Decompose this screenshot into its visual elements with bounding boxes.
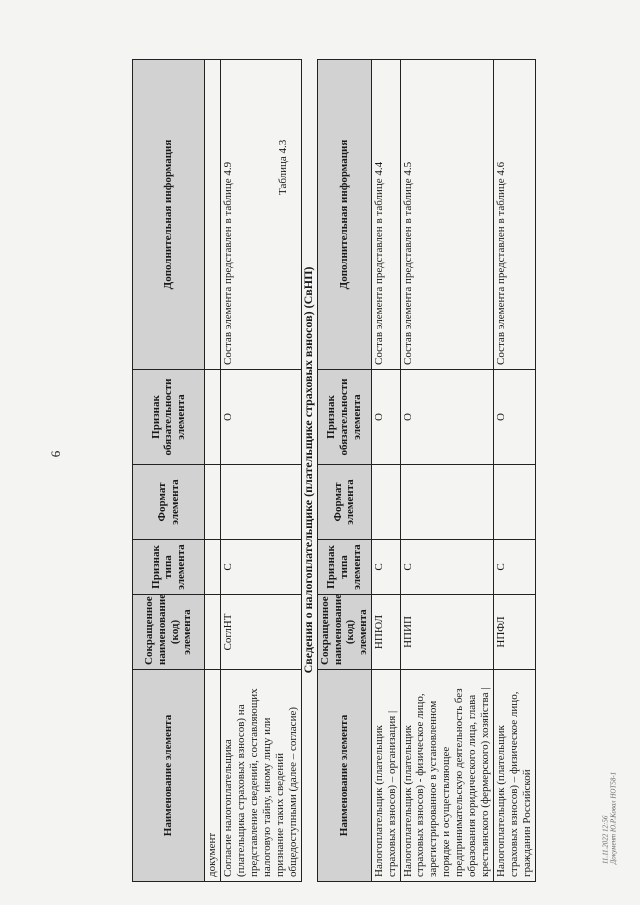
column-header: Признак обязательности элемента xyxy=(318,370,372,465)
column-header: Дополнительная информация xyxy=(318,60,372,370)
table-cell: О xyxy=(371,370,400,465)
column-header: Формат элемента xyxy=(318,465,372,540)
table-cell: С xyxy=(494,540,536,595)
table-cell: С xyxy=(400,540,494,595)
table-cell xyxy=(205,465,221,540)
column-header: Признак типа элемента xyxy=(133,540,205,595)
table-cell: Состав элемента представлен в таблице 4.4 xyxy=(371,60,400,370)
table-cell: О xyxy=(220,370,301,465)
table-cell: Согласие налогоплательщика (плательщика страховых взносов) на представление сведений, составляющих налоговую тайну, иному лицу или признание таких сведений общедоступными (далее – согласие) xyxy=(220,670,301,882)
table-cell xyxy=(205,595,221,670)
table-cell: НПИП xyxy=(400,595,494,670)
table-row xyxy=(371,60,400,882)
column-header: Сокращенное наименование (код) элемента xyxy=(133,595,205,670)
table-cell: документ xyxy=(205,670,221,882)
table-cell: О xyxy=(400,370,494,465)
taxpayer-info-table xyxy=(317,59,536,882)
table-cell xyxy=(220,465,301,540)
column-header: Сокращенное наименование (код) элемента xyxy=(318,595,372,670)
table-cell xyxy=(205,60,221,370)
table-cell: Состав элемента представлен в таблице 4.5 xyxy=(400,60,494,370)
column-header: Наименование элемента xyxy=(133,670,205,882)
table-caption: Таблица 4.3 xyxy=(277,139,289,195)
column-header: Наименование элемента xyxy=(318,670,372,882)
table-cell: НПФЛ xyxy=(494,595,536,670)
column-header: Признак обязательности элемента xyxy=(133,370,205,465)
stamp-line: 11.11.2022 12:56 xyxy=(601,815,610,865)
table-cell: Состав элемента представлен в таблице 4.6 xyxy=(494,60,536,370)
table-cell: Налогоплательщик (плательщик страховых взносов) – организация | xyxy=(371,670,400,882)
page-number: 6 xyxy=(48,450,63,458)
table-header-row xyxy=(133,60,205,882)
table-cell: С xyxy=(220,540,301,595)
table-row xyxy=(220,60,301,882)
table-cell: СоглНТ xyxy=(220,595,301,670)
table-cell: С xyxy=(371,540,400,595)
stamp-line: Документ Ю.Р.Ковал НОТ58-1 xyxy=(610,771,618,865)
table-header-row xyxy=(318,60,372,882)
column-header: Признак типа элемента xyxy=(318,540,372,595)
landscape-content xyxy=(77,45,617,895)
table-cell: Налогоплательщик (плательщик страховых взносов) – физическое лицо, гражданин Российской xyxy=(494,670,536,882)
table-row xyxy=(494,60,536,882)
column-header: Формат элемента xyxy=(133,465,205,540)
column-header: Дополнительная информация xyxy=(133,60,205,370)
table-cell xyxy=(400,465,494,540)
table-row xyxy=(205,60,221,882)
table-row xyxy=(400,60,494,882)
table-cell: О xyxy=(494,370,536,465)
table-cell xyxy=(494,465,536,540)
table-cell xyxy=(205,370,221,465)
table-title: Сведения о налогоплательщике (плательщике страховых взносов) (СвНП) xyxy=(301,266,315,674)
table-cell: НПЮЛ xyxy=(371,595,400,670)
table-cell xyxy=(205,540,221,595)
table-cell xyxy=(371,465,400,540)
table-cell: Состав элемента представлен в таблице 4.9 xyxy=(220,60,301,370)
table-cell: Налогоплательщик (плательщик страховых взносов) - физическое лицо, зарегистрированное в установленном порядке и осуществляющее предпринимательскую деятельность без образования юридического лица, глава крестьянского (фермерского) хозяйства | xyxy=(400,670,494,882)
